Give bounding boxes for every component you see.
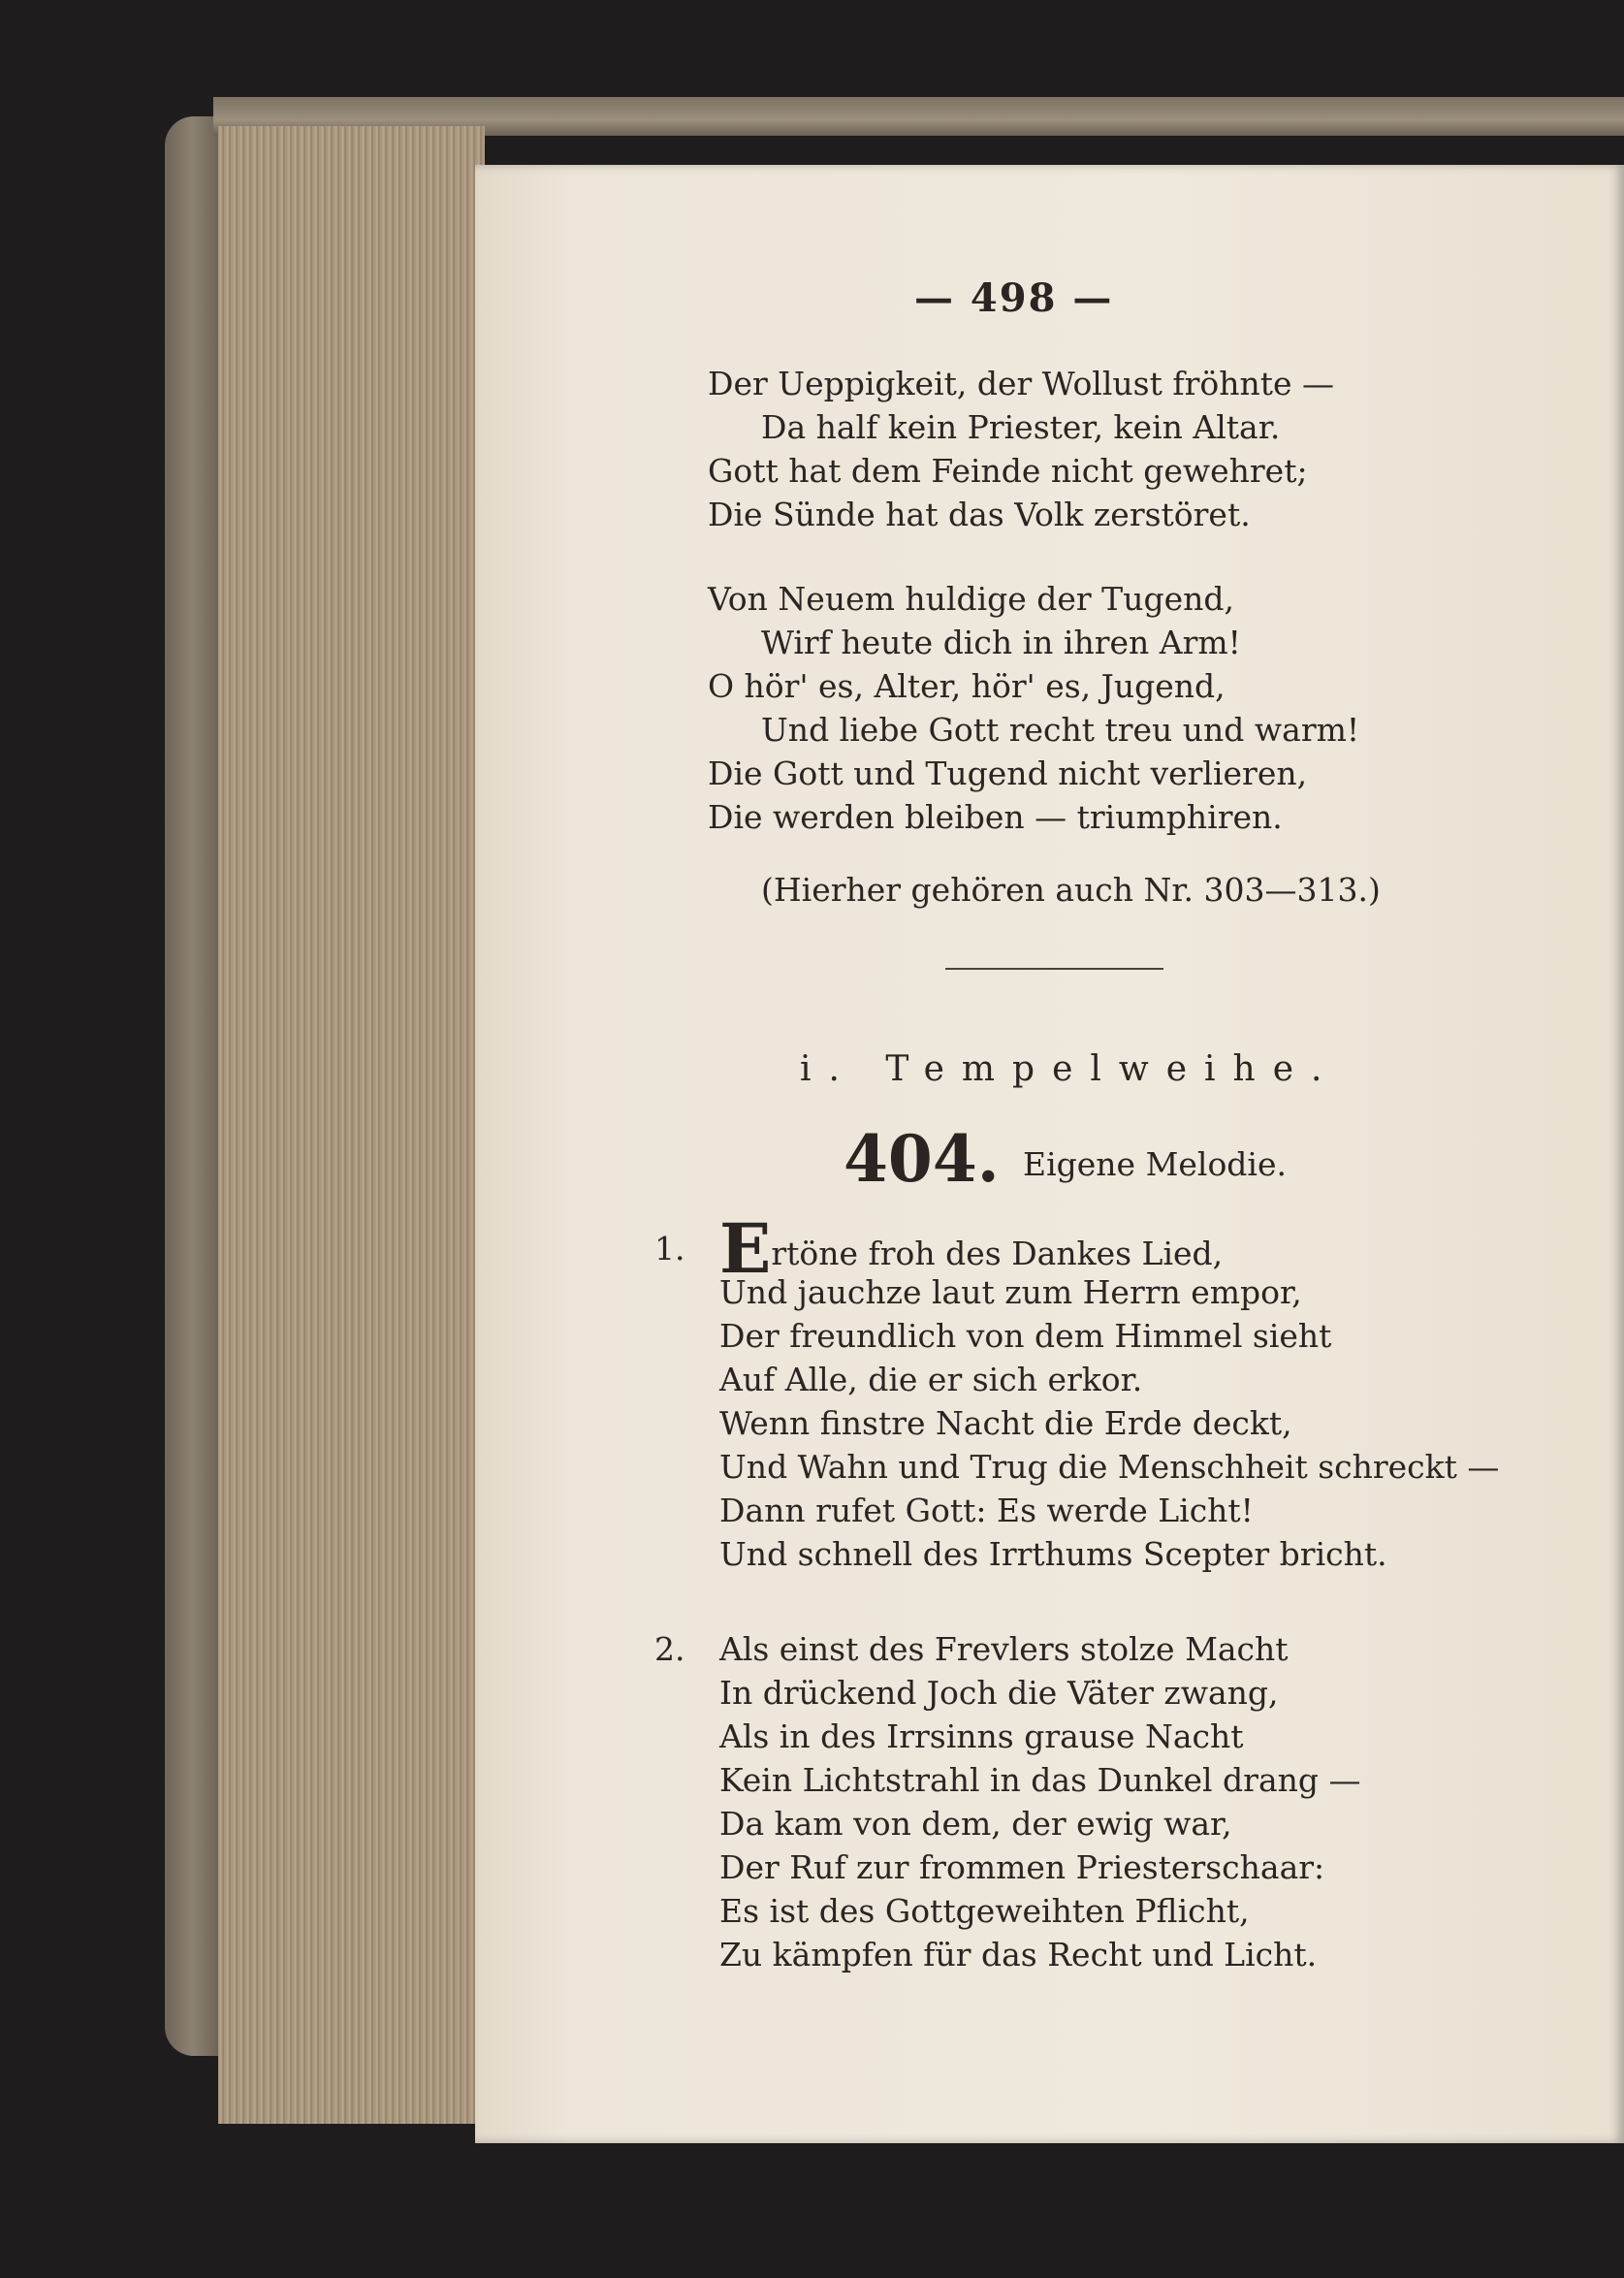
verse-2-line: In drückend Joch die Väter zwang, (719, 1674, 1279, 1712)
verse-2 (719, 1627, 1361, 1976)
stanza-a-line: Die Sünde hat das Volk zerstöret. (708, 496, 1251, 533)
stanza-b-line: Und liebe Gott recht treu und warm! (761, 711, 1360, 749)
verse-1 (719, 1208, 1500, 1576)
verse-1-first-line (719, 1208, 1499, 1289)
cross-reference-note: (Hierher gehören auch Nr. 303—313.) (761, 871, 1381, 909)
melody-note: Eigene Melodie. (1023, 1145, 1288, 1183)
verse-1-line: Der freundlich von dem Himmel sieht (719, 1317, 1332, 1355)
verse-2-line: Als in des Irrsinns grause Nacht (719, 1717, 1244, 1755)
page-number: — 498 — (914, 275, 1114, 321)
verse-1-first-line-rest: rtöne froh des Dankes Lied, (771, 1235, 1224, 1272)
verse-2-line: Es ist des Gottgeweihten Pflicht, (719, 1892, 1250, 1930)
section-divider (945, 968, 1163, 970)
stanza-a (708, 362, 1334, 536)
verse-1-line: Und schnell des Irrthums Scepter bricht. (719, 1535, 1387, 1573)
verse-2-line: Da kam von dem, der ewig war, (719, 1805, 1232, 1843)
stanza-b-line: Wirf heute dich in ihren Arm! (761, 624, 1241, 661)
stanza-b-line: Von Neuem huldige der Tugend, (708, 580, 1234, 618)
hymn-number: 404. (844, 1121, 1000, 1197)
stanza-a-line: Der Ueppigkeit, der Wollust fröhnte — (708, 365, 1334, 402)
verse-1-line: Und Wahn und Trug die Menschheit schreckt — (719, 1448, 1500, 1486)
verse-number-2: 2. (654, 1630, 685, 1668)
verse-2-line: Zu kämpfen für das Recht und Licht. (719, 1936, 1318, 1973)
section-title: i. Tempelweihe. (800, 1049, 1340, 1089)
stanza-b-line: Die Gott und Tugend nicht verlieren, (708, 754, 1308, 792)
verse-1-line: Wenn finstre Nacht die Erde deckt, (719, 1404, 1292, 1442)
drop-cap: E (719, 1208, 772, 1289)
page-edges (218, 126, 485, 2124)
stanza-b (708, 577, 1359, 839)
stanza-a-line: Da half kein Priester, kein Altar. (761, 408, 1281, 446)
verse-2-line: Als einst des Frevlers stolze Macht (719, 1630, 1289, 1668)
stanza-b-line: O hör' es, Alter, hör' es, Jugend, (708, 667, 1226, 705)
stanza-a-line: Gott hat dem Feinde nicht gewehret; (708, 452, 1308, 490)
stanza-b-line: Die werden bleiben — triumphiren. (708, 798, 1283, 836)
verse-1-line: Auf Alle, die er sich erkor. (719, 1361, 1143, 1398)
verse-number-1: 1. (654, 1230, 685, 1267)
verse-2-line: Kein Lichtstrahl in das Dunkel drang — (719, 1761, 1361, 1799)
verse-2-line: Der Ruf zur frommen Priesterschaar: (719, 1848, 1325, 1886)
verse-1-line: Dann rufet Gott: Es werde Licht! (719, 1492, 1254, 1529)
verse-1-line: Und jauchze laut zum Herrn empor, (719, 1273, 1302, 1311)
